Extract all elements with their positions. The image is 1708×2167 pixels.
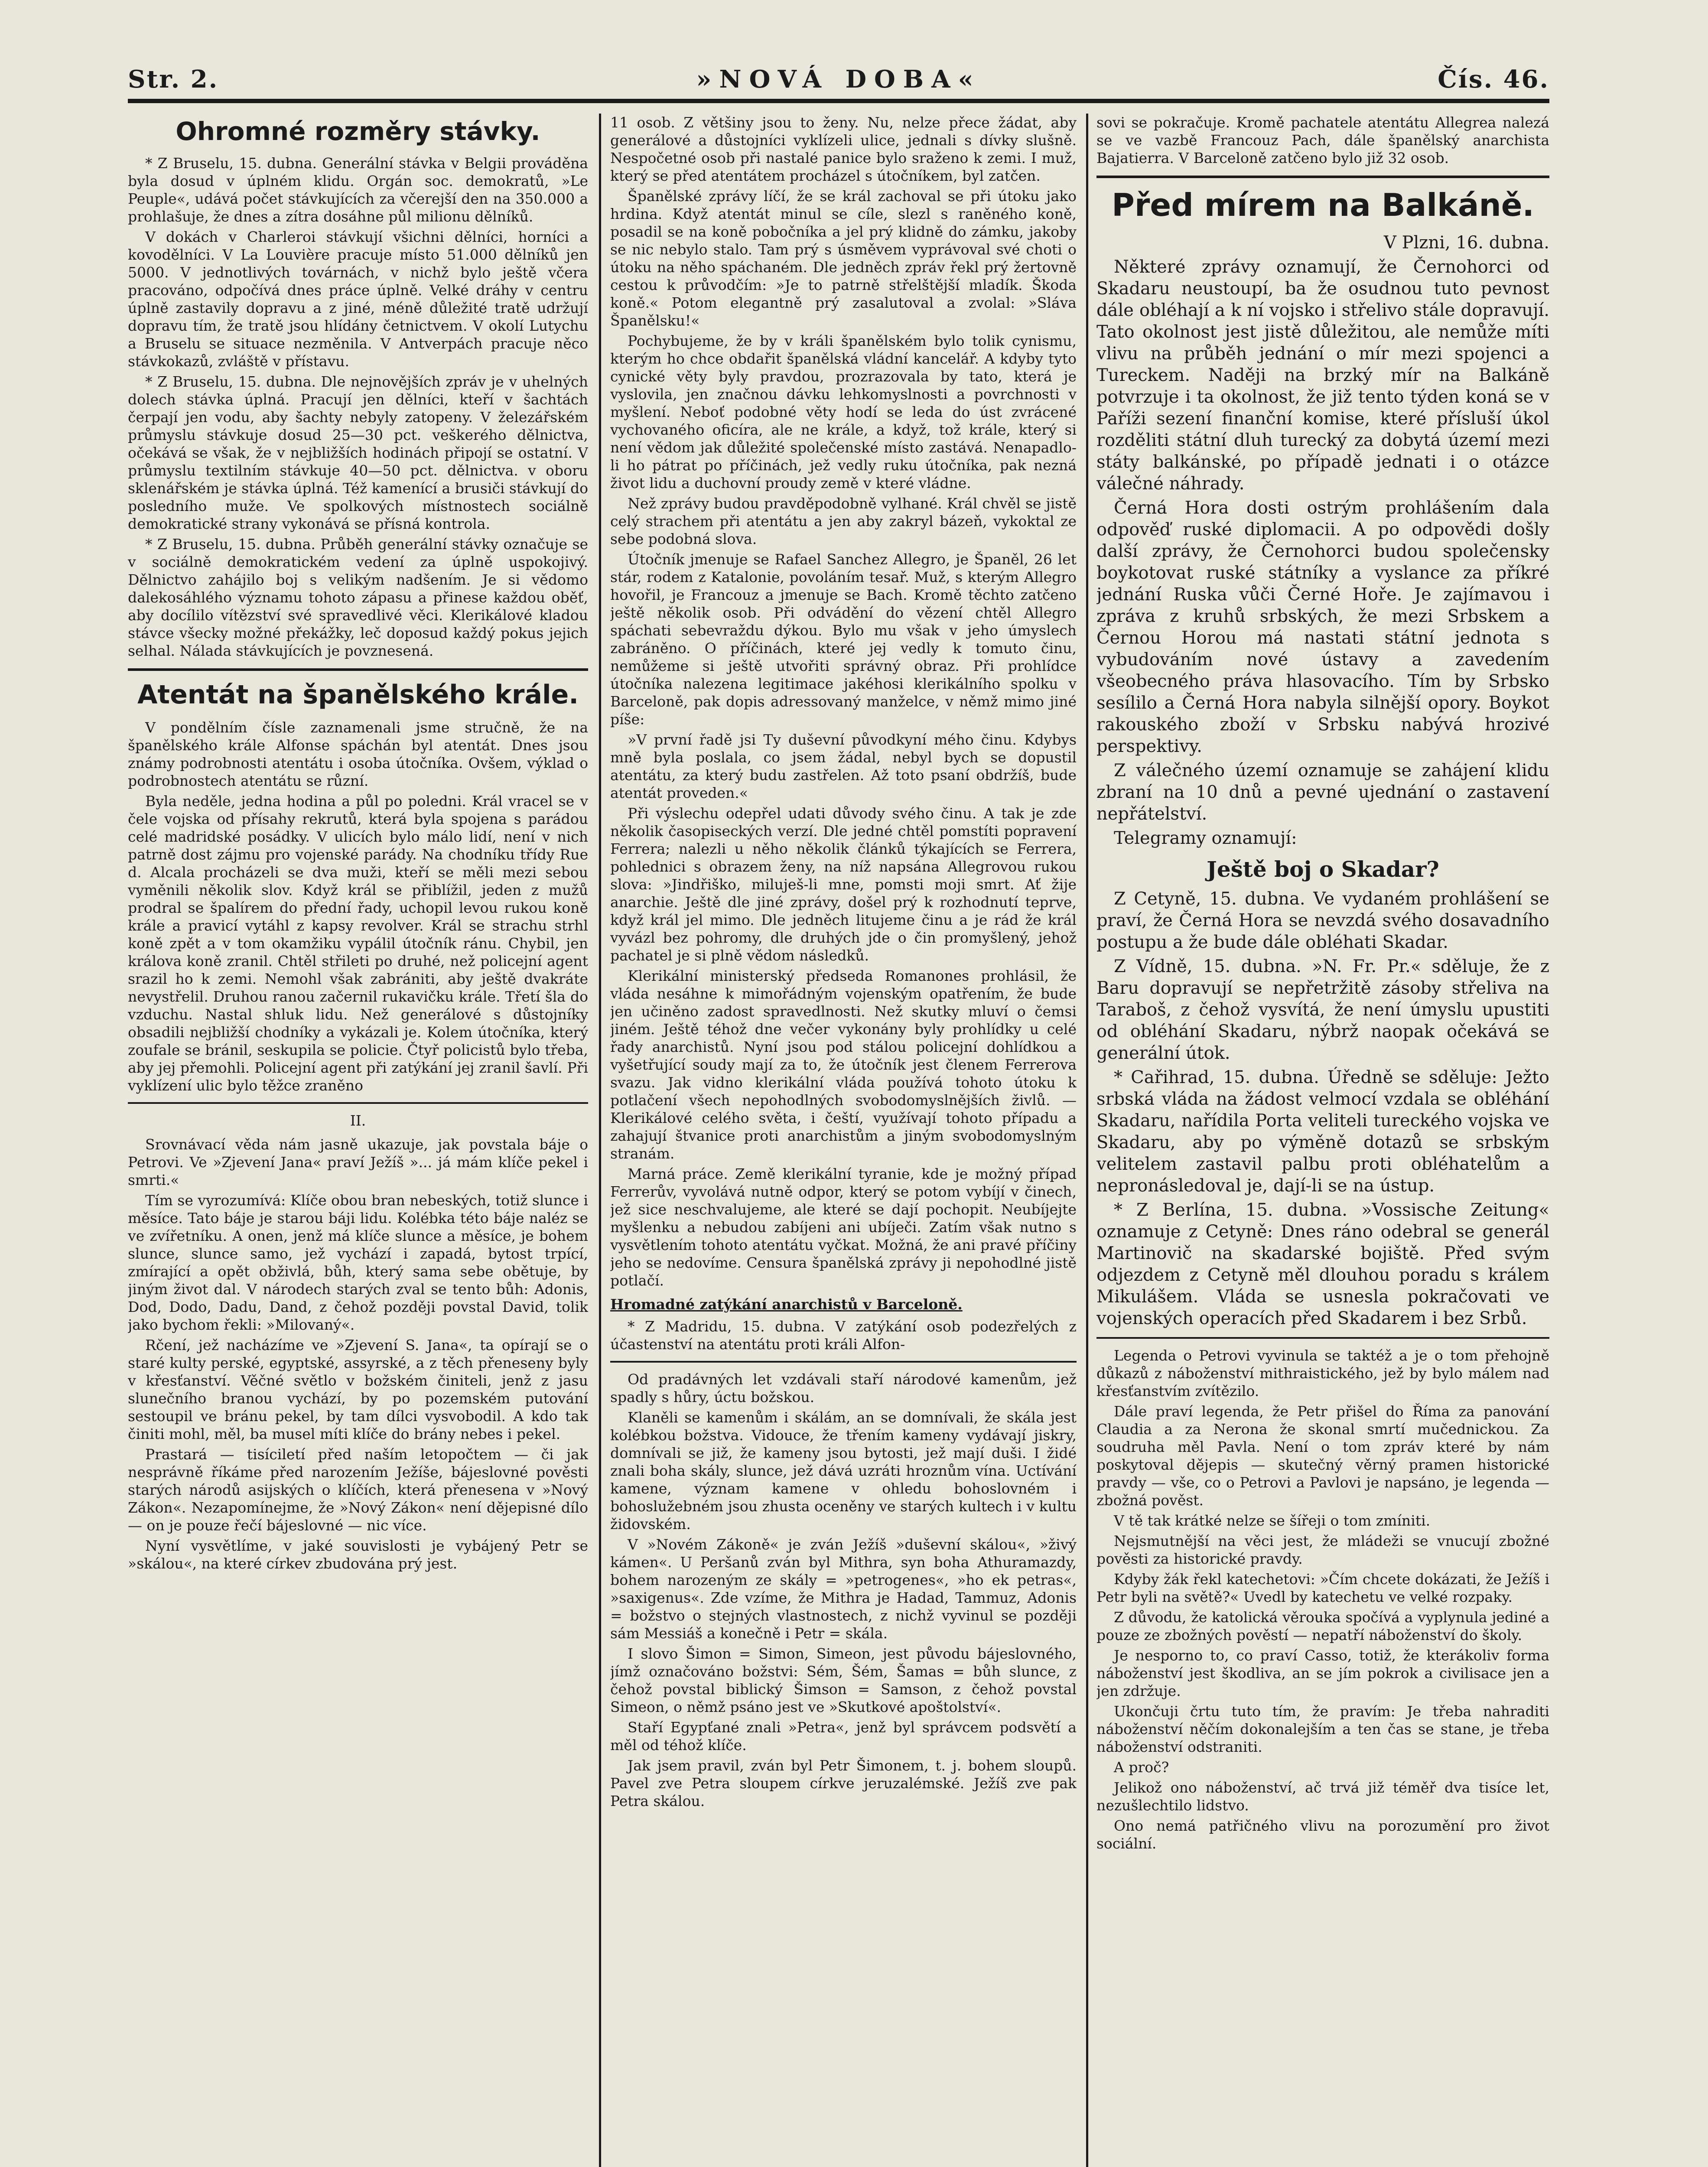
section-numeral: II.: [350, 1112, 366, 1129]
issue-number: Čís. 46.: [1438, 65, 1549, 94]
feuilleton-paragraph: Srovnávací věda nám jasně ukazuje, jak povstala báje o Petrovi. Ve »Zjevení Jana« praví Ježíš »... já mám klíče pekel i smrti.«: [128, 1136, 588, 1188]
feuilleton-paragraph: A proč?: [1114, 1759, 1169, 1776]
feuilleton-paragraph: Kdyby žák řekl katechetovi: »Čím chcete dokázati, že Ježíš i Petr byli na světě?« Uvedl by katechetu ve velké rozpaky.: [1096, 1571, 1549, 1605]
feuilleton-paragraph: V tě tak krátké nelze se šířeji o tom zmíniti.: [1114, 1512, 1431, 1529]
article-paragraph: Některé zprávy oznamují, že Černohorci od Skadaru neustoupí, ba že osudnou tuto pevnost dále obléhají a k ní vojsko i střelivo stále dopravují. Tato okolnost jest jistě důležitou, ale nemůže míti vlivu na průběh jednání o mír mezi spojenci a Tureckem. Naději na brzký mír na Balkáně potvrzuje i ta okolnost, že již tento týden koná se v Paříži sezení finanční komise, které přísluší úkol rozděliti státní dluh turecký za dobytá území mezi státy balkánské, po případě jednati i o otázce válečné náhrady.: [1096, 257, 1549, 494]
article-paragraph: Při výslechu odepřel udati důvody svého činu. A tak je zde několik časopiseckých verzí. Dle jedné chtěl pomstíti popravení Ferrera; nalezli u něho několik článků týkajících se Ferrera, pohlednici s obrazem ženy, na níž napsána Allegrovou rukou slova: »Jindřiško, miluješ-li mne, pomsti moji smrt. Ať žije anarchie. Ještě dle jiné zprávy, došel prý k rozhodnutí teprve, když král jel mimo. Dle jedněch litujeme činu a je rád že král vyvázl bez pohromy, dle druhých jde o čin promyšlený, jehož pachatel je si plně vědom následků.: [610, 805, 1077, 964]
article-paragraph: Marná práce. Země klerikální tyranie, kde je možný případ Ferrerův, vyvolává nutně odpor, který se potom vybíjí v činech, jež sice neschvalujeme, ale které se dají pochopit. Neubíjejte myšlenku a nebudou zabíjeni ani ubíječi. Zatím však nutno s vysvětlením tohoto atentátu vyčkat. Možná, že ani pravé příčiny jeho se nedovíme. Censura španělská zprávy ji nepohodlné jistě potlačí.: [610, 1165, 1077, 1289]
column-2: [610, 114, 1077, 2167]
article-paragraph: * Z Bruselu, 15. dubna. Generální stávka v Belgii prováděna byla dosud v úplném klidu. Orgán soc. demokratů, »Le Peuple«, udává počet stávkujících za včerejší den na 350.000 a prohlašuje, že dnes a zítra dosáhne půl milionu dělníků.: [128, 155, 588, 225]
feuilleton-paragraph: I slovo Šimon = Simon, Simeon, jest původu bájeslovného, jímž označováno božstvi: Sém, Šém, Šamas = bůh slunce, z čehož povstal biblický Šimson = Samson, z čehož povstal Simeon, o němž psáno jest ve »Skutkové apoštolství«.: [610, 1645, 1077, 1715]
article-paragraph: V dokách v Charleroi stávkují všichni dělníci, horníci a kovodělníci. V La Louvière pracuje místo 51.000 dělníků jen 5000. V jednotlivých továrnách, v nichž bylo ještě včera pracováno, odpočívá dnes práce úplně. Velké dráhy v centru úplně zastavily dopravu a z jiné, méně důležité tratě udržují dopravu tím, že tratě jsou hlídány četnictvem. V okolí Lutychu a Bruselu se situace nezměnila. V Antverpách pracuje něco stávkokazů, zvláště v přístavu.: [128, 228, 588, 370]
article-paragraph: Byla neděle, jedna hodina a půl po poledni. Král vracel se v čele vojska od přísahy rekrutů, která byla spojena s parádou celé madridské posádky. V ulicích bylo málo lidí, není v nich patrně dost zájmu pro vojenské parády. Na chodníku třídy Rue d. Alcala procházeli se dva muži, kteří se měli mezi sebou vyměnili několik slov. Když král se přiblížil, jeden z mužů prodral se špalírem do přední řady, uchopil levou rukou koně krále a pravicí vytáhl z kapsy revolver. Král se strachu strhl koně zpět a v tom okamžiku vypálil útočník ránu. Chybil, jen králova koně zranil. Chtěl střileti po druhé, než policejní agent srazil ho k zemi. Nemohl však zabrániti, aby ještě dvakráte nevystřelil. Druhou ranou začernil rukavičku krále. Třetí šla do vzduchu. Nastal shluk lidu. Než generálové s důstojníky obsadili nejbližší chodníky a vykázali je. Kolem útočníka, který zoufale se bránil, seskupila se policie. Čtyř policistů bylo třeba, aby jej přemohli. Policejní agent při zatýkání jej zranil šavlí. Při vyklízení ulic bylo těžce zraněno: [128, 793, 588, 1094]
feuilleton-paragraph: Jak jsem pravil, zván byl Petr Šimonem, t. j. bohem sloupů. Pavel zve Petra sloupem církve jeruzalémské. Ježíš zve pak Petra skálou.: [610, 1757, 1077, 1809]
section-rule: [610, 1361, 1077, 1363]
section-rule: [1096, 176, 1549, 178]
feuilleton-paragraph: Prastará — tisíciletí před naším letopočtem — či jak nesprávně říkáme před narozením Ježíše, bájeslovné pověsti starých národů asijských o klíčích, která přenesena v »Nový Zákon«. Nezapomínejme, že »Nový Zákon« není dějepisné dílo — on je pouze řečí bájeslovné — nic více.: [128, 1446, 588, 1534]
article-paragraph: Telegramy oznamují:: [1114, 828, 1297, 848]
feuilleton-paragraph: Nejsmutnější na věci jest, že mládeži se vnucují zbožné pověsti za historické pravdy.: [1096, 1533, 1549, 1567]
article-paragraph: V pondělním čísle zaznamenali jsme stručně, že na španělského krále Alfonse spáchán byl atentát. Dnes jsou známy podrobnosti atentátu i osoba útočníka. Ovšem, výklad o podrobnostech atentátu se různí.: [128, 719, 588, 789]
article-paragraph: Útočník jmenuje se Rafael Sanchez Allegro, je Španěl, 26 let stár, rodem z Katalonie, povoláním tesař. Muž, s kterým Allegro hovořil, je Francouz a jmenuje se Bach. Kromě těchto zatčeno ještě několik osob. Při odvádění do vězení chtěl Allegro spáchati sebevraždu dýkou. Bylo mu však v jeho úmyslech zabráněno. O příčinách, které jej vedly k tomuto činu, nemůžeme si ještě utvořiti správný obraz. Při prohlídce útočníka nalezena legitimace jakéhosi klerikálního spolku v Barceloně, pak dopis adressovaný manželce, v němž mimo jiné píše:: [610, 551, 1077, 728]
page-header: [128, 65, 1549, 100]
column-divider-1: [599, 114, 601, 2167]
dateline: V Plzni, 16. dubna.: [1384, 233, 1549, 253]
article-paragraph: * Z Berlína, 15. dubna. »Vossische Zeitung« oznamuje z Cetyně: Dnes ráno odebral se generál Martinovič na skadarské bojiště. Před svým odjezdem z Cetyně měl dlouhou poradu s králem Mikulášem. Vláda se usnesla pokračovati ve vojenských operacích před Skadarem i bez Srbů.: [1096, 1200, 1549, 1328]
column-3: [1096, 114, 1549, 2167]
section-rule: [1096, 1337, 1549, 1339]
feuilleton-paragraph: Od pradávných let vzdávali staří národové kamenům, jež spadly s hůry, úctu božskou.: [610, 1371, 1077, 1406]
article-paragraph: Z Vídně, 15. dubna. »N. Fr. Pr.« sděluje, že z Baru dopravují se nepřetržitě zásoby střeliva na Taraboš, z čehož vysvítá, že není úmyslu upustiti od obléhání Skadaru, nýbrž naopak očekává se generální útok.: [1096, 957, 1549, 1063]
page-number: Str. 2.: [128, 65, 219, 94]
feuilleton-paragraph: Dále praví legenda, že Petr přišel do Říma za panování Claudia a za Nerona že skonal smrtí mučednickou. Za soudruha měl Pavla. Není o tom zpráv které by nám poskytoval dějepis — skutečný věrný pramen historické pravdy — vše, co o Petrovi a Pavlovi je napsáno, je legenda — zbožná pověst.: [1096, 1403, 1549, 1509]
article-paragraph: * Z Bruselu, 15. dubna. Dle nejnovějších zpráv je v uhelných dolech stávka úplná. Pracují jen dělníci, kteří v šachtách čerpají jen vodu, aby šachty nebyly zatopeny. V železářském průmyslu stávkuje dosud 25—30 pct. veškerého dělnictva, očekává se však, že v nejbližších hodinách připojí se ostatní. V průmyslu textilním stávkuje 40—50 pct. dělnictva. v oboru sklenářském je stávka úplná. Též kamenící a brusiči stávkují do posledního muže. Ve spolkových místnostech sociálně demokratické strany vykonává se přísná kontrola.: [128, 373, 588, 532]
header-rule: [128, 99, 1549, 103]
article-paragraph: * Cařihrad, 15. dubna. Úředně se sděluje: Ježto srbská vláda na žádost velmocí vzdala se obléhání Skadaru, nařídila Porta veliteli tureckého vojska ve Skadaru, aby po výměně dotazů se srbským velitelem zastavil palbu proti obléhatelům a nepronásledoval je, dají-li se na ústup.: [1096, 1067, 1549, 1196]
subheadline-skadar: Ještě boj o Skadar?: [1207, 856, 1439, 882]
article-paragraph: Než zprávy budou pravděpodobně vylhané. Král chvěl se jistě celý strachem při atentátu a jen aby zakryl bázeň, vykoktal ze sebe podobná slova.: [610, 495, 1077, 547]
article-paragraph: Z Cetyně, 15. dubna. Ve vydaném prohlášení se praví, že Černá Hora se nevzdá svého dosavadního postupu a že bude dále obléhati Skadar.: [1096, 889, 1549, 952]
column-divider-2: [1086, 114, 1088, 2167]
feuilleton-paragraph: Ono nemá patřičného vlivu na porozumění pro život sociální.: [1096, 1817, 1549, 1852]
feuilleton-paragraph: Je nesporno to, co praví Casso, totiž, že kterákoliv forma náboženství jest škodliva, an se jím pokrok a civilisace jen a jen zdržuje.: [1096, 1647, 1549, 1699]
feuilleton-paragraph: Z důvodu, že katolická věrouka spočívá a vyplynula jediné a pouze ze zbožných pověstí — nepatří náboženství do školy.: [1096, 1609, 1549, 1643]
feuilleton-paragraph: Rčení, jež nacházíme ve »Zjevení S. Jana«, ta opírají se o staré kulty perské, egyptské, assyrské, a z těch přeneseny byly v křesťanství. Věčné světlo v božském činiteli, jenž z jasu slunečního branou vychází, by po pozemském putování sestoupil ve bránu pekel, by tam dílci vysvobodil. A kdo tak činiti mohl, měl, ba musel míti klíče do brány nebes i pekel.: [128, 1337, 588, 1442]
headline-assassination: Atentát na španělského krále.: [137, 680, 579, 710]
masthead-title: »NOVÁ DOBA«: [696, 65, 981, 94]
feuilleton-paragraph: Klaněli se kamenům i skálám, an se domnívali, že skála jest kolébkou božstva. Vidouce, že třením kameny vydávají jiskry, domnívali se již, že kameny jsou bytosti, jež mají duši. I židé znali boha skály, slunce, jež dává uzráti hroznům vína. Uctívání kamene, význam kamene v ohledu bohoslovném i bohoslužebném jsou zhusta oceněny ve starých kultech i v kultu židovském.: [610, 1409, 1077, 1533]
feuilleton-paragraph: Tím se vyrozumívá: Klíče obou bran nebeských, totiž slunce i měsíce. Tato báje je starou báji lidu. Kolébka této báje naléz se ve zvířetníku. A onen, jenž má klíče slunce a měsíce, je bohem slunce, slunce samo, jež vychází i zapadá, bytost trpící, zmírající a opět obživlá, bůh, který sama sebe obětuje, by jiným život dal. V národech starých zval se tento bůh: Adonis, Dod, Dodo, Dadu, Dand, z čehož později povstal David, tolik jako bychom řekli: »Milovaný«.: [128, 1192, 588, 1333]
article-paragraph: 11 osob. Z většiny jsou to ženy. Nu, nelze přece žádat, aby generálové a důstojníci vyklízeli ulice, jednali s dívky slušně. Nespočetné osob při nastalé panice bylo sraženo k zemi. I muž, který se před atentátem procházel s útočníkem, byl zatčen.: [610, 114, 1077, 184]
headline-strike: Ohromné rozměry stávky.: [176, 117, 540, 146]
section-rule: [128, 1102, 588, 1104]
article-paragraph: Z válečného území oznamuje se zahájení klidu zbraní na 10 dnů a pevné ujednání o zastavení nepřátelství.: [1096, 761, 1549, 824]
article-paragraph: »V první řadě jsi Ty duševní původkyní mého činu. Kdybys mně byla poslala, co jsem žádal, nebyl bych se dopustil atentátu, za který budu zastřelen. Až toto psaní obdržíš, bude atentát proveden.«: [610, 731, 1077, 801]
section-rule: [128, 668, 588, 671]
article-paragraph: Španělské zprávy líčí, že se král zachoval se při útoku jako hrdina. Když atentát minul se cíle, slezl s raněného koně, posadil se na koně pobočníka a jel prý klidně do zámku, jakoby se nic nebylo stalo. Tam prý s úsměvem vyprávoval své choti o útoku na něho spáchaném. Dle jedněch zpráv řekl prý žertovně cestou k průvodčím: »Je to patrně střelštější mladík. Škoda koně.« Potom elegantně prý zasalutoval a zvolal: »Sláva Španělsku!«: [610, 188, 1077, 329]
subheadline-arrests: Hromadné zatýkání anarchistů v Barceloně.: [610, 1296, 963, 1313]
article-paragraph: * Z Bruselu, 15. dubna. Průběh generální stávky označuje se v sociálně demokratickém vedení za úplně uspokojivý. Dělnictvo zahájilo boj s velikým nadšením. Je si vědomo dalekosáhlého významu tohoto zápasu a přinese každou oběť, aby docílilo vítězství své spravedlivé věci. Klerikálové kladou stávce všecky možné překážky, leč doposud každý pokus jejich selhal. Nálada stávkujících je povznesená.: [128, 536, 588, 659]
article-paragraph: * Z Madridu, 15. dubna. V zatýkání osob podezřelých z účastenství na atentátu proti králi Alfon-: [610, 1318, 1077, 1353]
headline-balkans: Před mírem na Balkáně.: [1112, 187, 1534, 223]
feuilleton-paragraph: Legenda o Petrovi vyvinula se taktéž a je o tom přehojně důkazů z náboženství mithraistického, jež by bylo málem nad křesťanstvím zvítězilo.: [1096, 1347, 1549, 1399]
column-1: [128, 114, 588, 2167]
feuilleton-paragraph: Nyní vysvětlíme, v jaké souvislosti je vybájený Petr se »skálou«, na které církev zbudována prý jest.: [128, 1537, 588, 1572]
article-paragraph: sovi se pokračuje. Kromě pachatele atentátu Allegrea nalezá se ve vazbě Francouz Pach, dále španělský anarchista Bajatierra. V Barceloně zatčeno bylo již 32 osob.: [1096, 114, 1549, 166]
feuilleton-paragraph: V »Novém Zákoně« je zván Ježíš »duševní skálou«, »živý kámen«. U Peršanů zván byl Mithra, syn boha Athuramazdy, bohem narozeným ze skály = »petrogenes«, »ho ek petras«, »saxigenus«. Zde vzíme, že Mithra je Hadad, Tammuz, Adonis = božstvo o stejných vlastnostech, z nichž vyvinul se později sám Messiáš a konečně i Petr = skála.: [610, 1536, 1077, 1642]
article-paragraph: Černá Hora dosti ostrým prohlášením dala odpověď ruské diplomacii. A po odpovědi došly další zprávy, že Černohorci budou společensky boykotovat ruské státníky a vyslance za příkré jednání Ruska vůči Černé Hoře. Je zajímavou i zpráva z kruhů srbských, že mezi Srbskem a Černou Horou má nastati státní jednota s vybudováním nové ústavy a zavedením všeobecného práva hlasovacího. Tím by Srbsko sesílilo a Černá Hora nabyla silnější opory. Boykot rakouského zboží v Srbsku nabývá hrozivé perspektivy.: [1096, 498, 1549, 756]
article-paragraph: Klerikální ministerský předseda Romanones prohlásil, že vláda nesáhne k mimořádným vojenským opatřením, že bude jen učiněno zadost spravedlnosti. Než skutky mluví o čemsi jiném. Ještě téhož dne večer vykonány byly prohlídky u celé řady anarchistů. Nyní jsou pod stálou policejní dohlídkou a vyšetřující soudy mají za to, že útočník jest členem Ferrerova svazu. Jak vidno klerikální vláda používá tohoto útoku k potlačení všech nepohodlných svobodomyslnějších živlů. — Klerikálové celého světa, i čeští, využívají tohoto případu a zahajují štvanice proti anarchistům a jiným svobodomyslným stranám.: [610, 967, 1077, 1162]
article-paragraph: Pochybujeme, že by v králi španělském bylo tolik cynismu, kterým ho chce obdařit španělská vládní kancelář. A kdyby tyto cynické věty byly pravdou, prozrazovala by tato, která je vyslovila, jen značnou dávku lehkomyslnosti a povrchnosti v myšlení. Neboť podobné věty hodí se leda do úst zvrácené vychovaného oficíra, ale ne krále, a když, tož krále, který si není vědom jak důležité společenské místo zastává. Nenapadlo-li ho pátrat po příčinách, jež vedly ruku útočníka, pak nezná život lidu a duchovní proudy země v které vládne.: [610, 332, 1077, 491]
feuilleton-paragraph: Staří Egypťané znali »Petra«, jenž byl správcem podsvětí a měl od téhož klíče.: [610, 1719, 1077, 1754]
feuilleton-paragraph: Jelikož ono náboženství, ač trvá již téměř dva tisíce let, nezušlechtilo lidstvo.: [1096, 1779, 1549, 1814]
feuilleton-paragraph: Ukončuji črtu tuto tím, že pravím: Je třeba nahraditi náboženství něčím dokonalejším a ten čas se stane, je třeba náboženství odstraniti.: [1096, 1703, 1549, 1755]
